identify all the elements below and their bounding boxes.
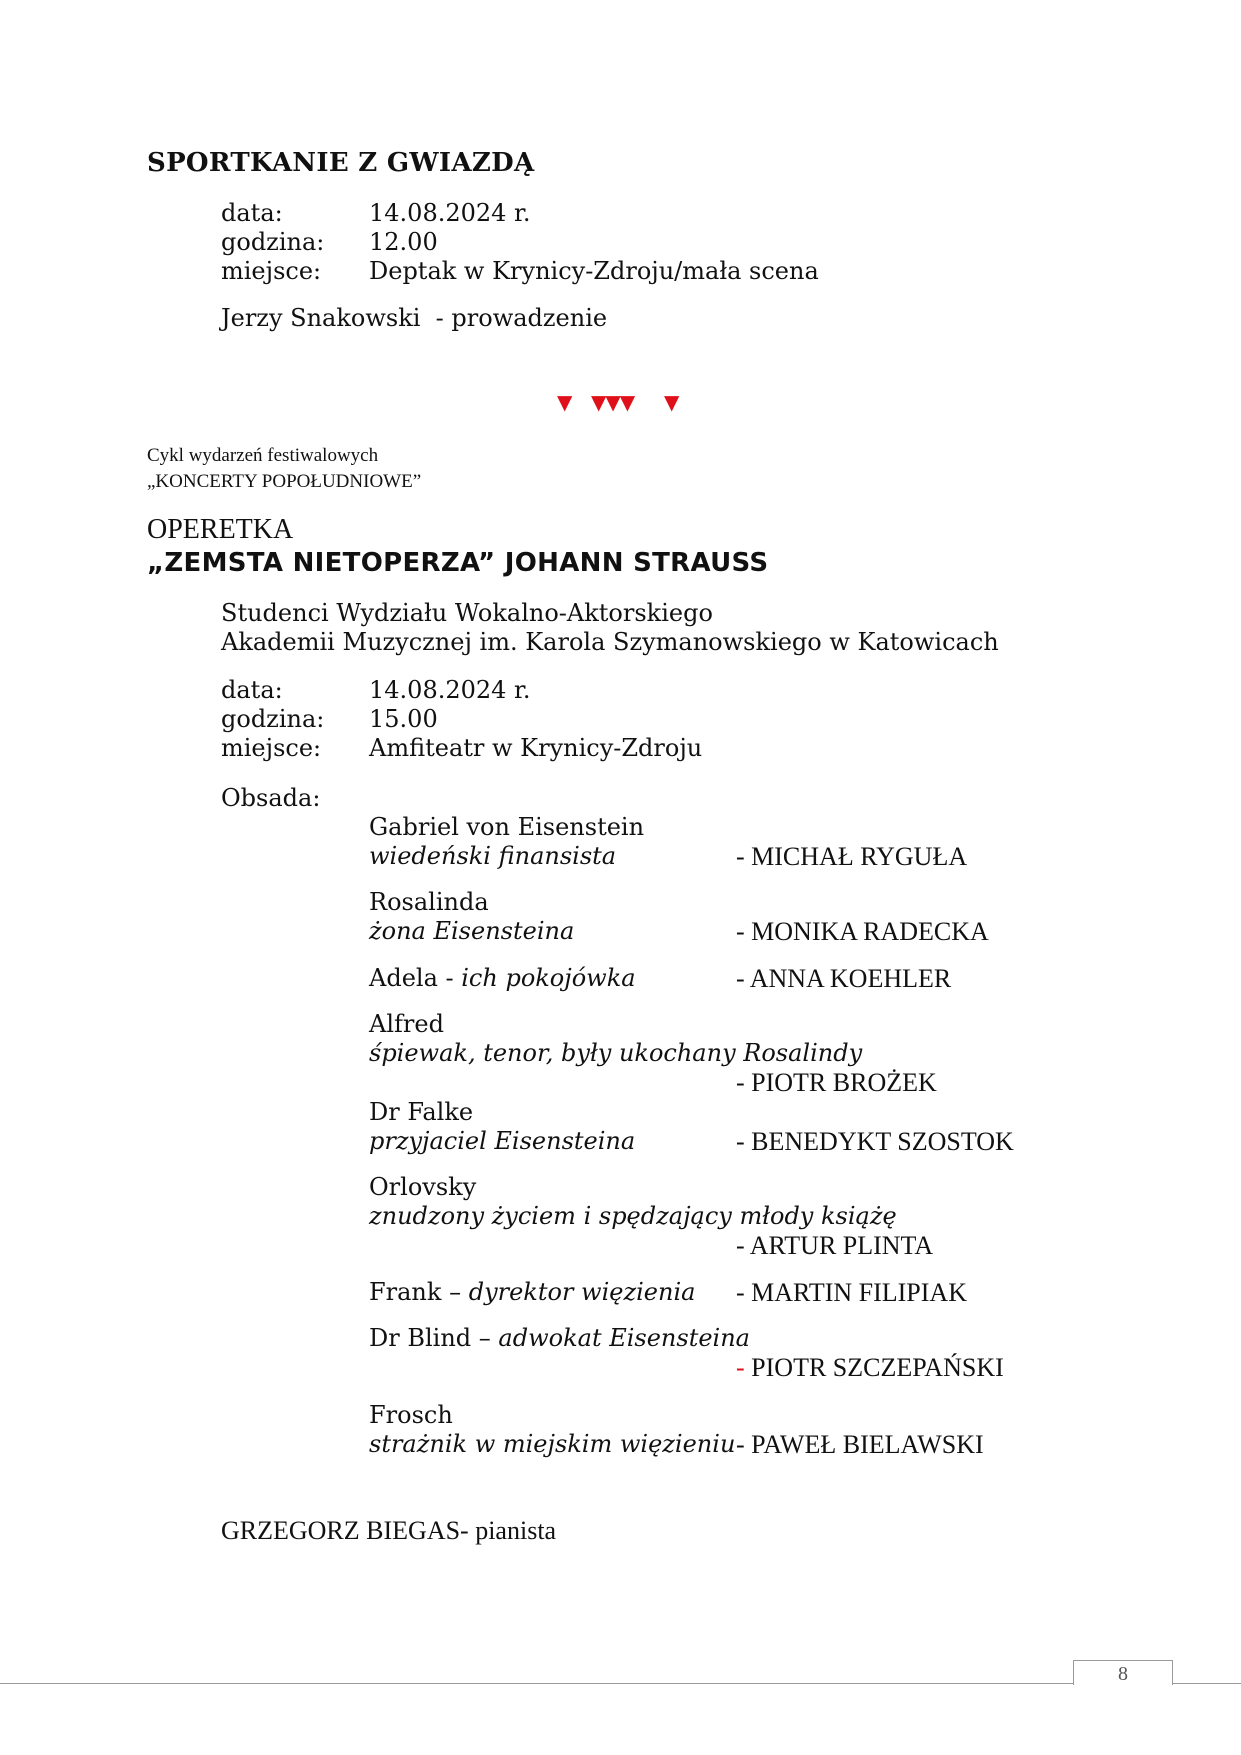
event2-time-value: 15.00: [369, 705, 438, 733]
event2-date-label: data:: [221, 676, 283, 704]
cast-actor: - ANNA KOEHLER: [736, 964, 952, 993]
event1-place-label: miejsce:: [221, 257, 322, 285]
divider-triangle-right: ▼: [664, 390, 680, 414]
footer-rule-right: [1172, 1683, 1241, 1684]
event2-title: „ZEMSTA NIETOPERZA” JOHANN STRAUSS: [147, 548, 769, 578]
series-line-1: Cykl wydarzeń festiwalowych: [147, 445, 379, 466]
cast-role-desc: strażnik w miejskim więzieniu: [369, 1430, 736, 1458]
footer-rule-left: [0, 1683, 1074, 1684]
event1-date-value: 14.08.2024 r.: [369, 199, 531, 227]
cast-role-desc: dyrektor więzienia: [468, 1278, 696, 1306]
event1-time-label: godzina:: [221, 228, 325, 256]
pianist: GRZEGORZ BIEGAS- pianista: [221, 1516, 557, 1545]
performers-line-2: Akademii Muzycznej im. Karola Szymanowskiego w Katowicach: [221, 628, 999, 656]
page-number-box: [1073, 1660, 1173, 1685]
cast-role-name: Adela -: [369, 964, 462, 992]
event1-time-value: 12.00: [369, 228, 438, 256]
cast-role-desc: wiedeński finansista: [369, 842, 617, 870]
divider-triangle-center: ▼▼▼: [591, 390, 635, 414]
series-line-2: „KONCERTY POPOŁUDNIOWE”: [147, 471, 422, 492]
cast-actor: - PIOTR BROŻEK: [736, 1068, 937, 1097]
cast-role-name: Dr Falke: [369, 1098, 474, 1126]
cast-role-desc: znudzony życiem i spędzający młody książę: [369, 1202, 897, 1230]
event1-host: Jerzy Snakowski - prowadzenie: [221, 304, 608, 332]
cast-role-name: Gabriel von Eisenstein: [369, 813, 645, 841]
cast-label: Obsada:: [221, 784, 321, 812]
event1-title: SPORTKANIE Z GWIAZDĄ: [147, 148, 535, 178]
cast-role-name: Rosalinda: [369, 888, 489, 916]
cast-role-line: [369, 1324, 750, 1352]
cast-actor: [736, 1353, 1004, 1383]
cast-role-name: Frosch: [369, 1401, 453, 1429]
cast-role-name: Frank –: [369, 1278, 469, 1306]
cast-role-line: [369, 964, 636, 992]
cast-actor: - BENEDYKT SZOSTOK: [736, 1127, 1014, 1156]
cast-role-line: [369, 1278, 695, 1306]
cast-role-name: Dr Blind –: [369, 1324, 499, 1352]
cast-role-desc: śpiewak, tenor, były ukochany Rosalindy: [369, 1039, 863, 1067]
cast-actor-dash: -: [736, 1353, 745, 1382]
event1-place-value: Deptak w Krynicy-Zdroju/mała scena: [369, 257, 819, 285]
cast-actor: - PAWEŁ BIELAWSKI: [736, 1430, 984, 1459]
event2-date-value: 14.08.2024 r.: [369, 676, 531, 704]
page-number: 8: [1118, 1663, 1128, 1685]
cast-role-desc: ich pokojówka: [461, 964, 636, 992]
cast-actor: - MONIKA RADECKA: [736, 917, 989, 946]
cast-role-desc: adwokat Eisensteina: [498, 1324, 750, 1352]
event2-place-value: Amfiteatr w Krynicy-Zdroju: [369, 734, 703, 762]
cast-actor-name: PIOTR SZCZEPAŃSKI: [744, 1353, 1004, 1382]
performers-line-1: Studenci Wydziału Wokalno-Aktorskiego: [221, 599, 713, 627]
event1-date-label: data:: [221, 199, 283, 227]
divider-triangle-left: ▼: [557, 390, 573, 414]
cast-role-name: Orlovsky: [369, 1173, 477, 1201]
cast-role-name: Alfred: [369, 1010, 444, 1038]
event2-place-label: miejsce:: [221, 734, 322, 762]
event2-genre: OPERETKA: [147, 514, 294, 545]
cast-actor: - MARTIN FILIPIAK: [736, 1278, 967, 1307]
cast-role-desc: przyjaciel Eisensteina: [369, 1127, 636, 1155]
cast-role-desc: żona Eisensteina: [369, 917, 575, 945]
cast-actor: - MICHAŁ RYGUŁA: [736, 842, 968, 871]
event2-time-label: godzina:: [221, 705, 325, 733]
cast-actor: - ARTUR PLINTA: [736, 1231, 934, 1260]
